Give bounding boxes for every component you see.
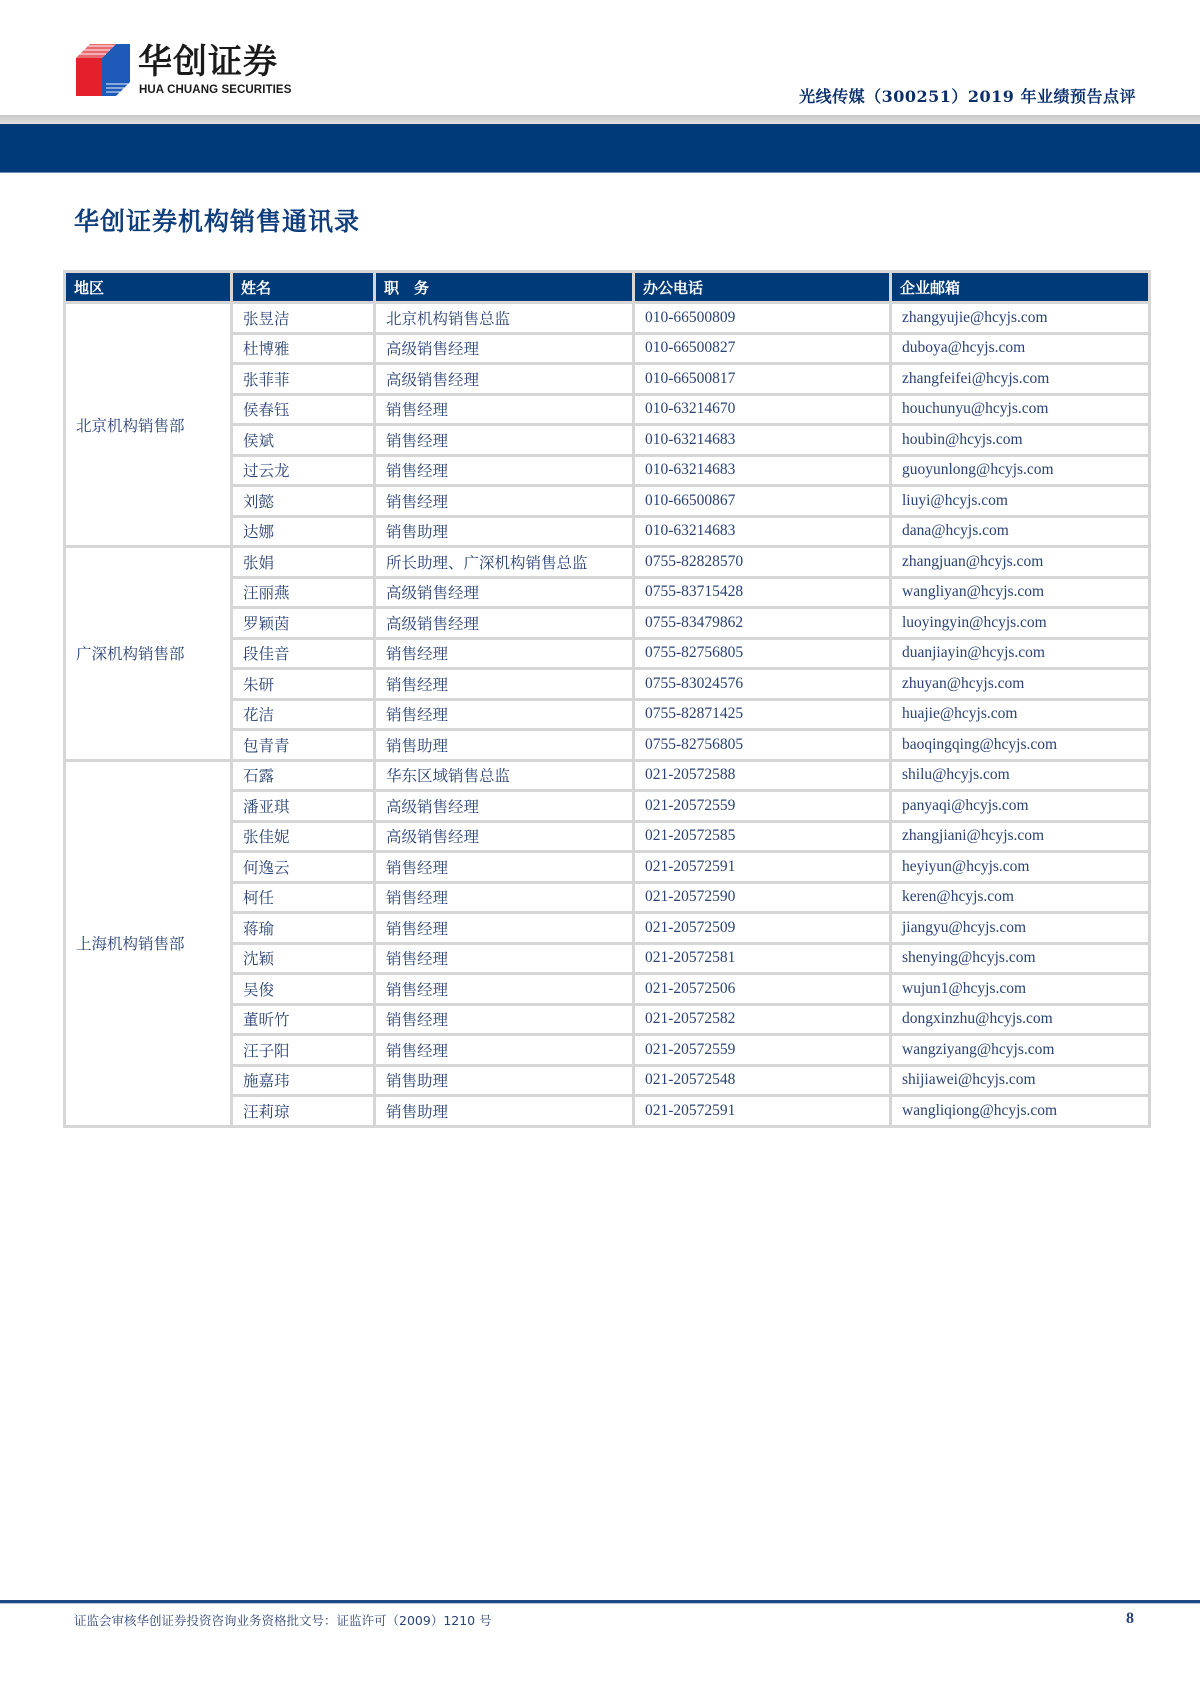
phone-cell: 021-20572588 (634, 760, 891, 791)
logo-cube-icon (76, 44, 130, 96)
name-cell: 过云龙 (232, 455, 375, 486)
email-cell[interactable]: baoqingqing@hcyjs.com (891, 730, 1150, 761)
job-title-cell: 销售经理 (375, 669, 634, 700)
table-row (65, 303, 1150, 334)
phone-cell: 021-20572590 (634, 882, 891, 913)
job-title-cell: 北京机构销售总监 (375, 303, 634, 334)
email-cell[interactable]: wangliyan@hcyjs.com (891, 577, 1150, 608)
column-header-title: 职 务 (375, 272, 634, 303)
email-cell[interactable]: houchunyu@hcyjs.com (891, 394, 1150, 425)
phone-cell: 010-63214670 (634, 394, 891, 425)
email-cell[interactable]: zhuyan@hcyjs.com (891, 669, 1150, 700)
region-cell: 广深机构销售部 (65, 547, 232, 761)
job-title-cell: 销售经理 (375, 943, 634, 974)
email-cell[interactable]: heyiyun@hcyjs.com (891, 852, 1150, 883)
name-cell: 柯任 (232, 882, 375, 913)
job-title-cell: 所长助理、广深机构销售总监 (375, 547, 634, 578)
email-cell[interactable]: zhangjuan@hcyjs.com (891, 547, 1150, 578)
phone-cell: 010-66500867 (634, 486, 891, 517)
name-cell: 沈颖 (232, 943, 375, 974)
phone-cell: 0755-82828570 (634, 547, 891, 578)
phone-cell: 021-20572506 (634, 974, 891, 1005)
column-header-name: 姓名 (232, 272, 375, 303)
phone-cell: 0755-82756805 (634, 638, 891, 669)
phone-cell: 021-20572548 (634, 1065, 891, 1096)
job-title-cell: 销售助理 (375, 1065, 634, 1096)
job-title-cell: 高级销售经理 (375, 333, 634, 364)
email-cell[interactable]: houbin@hcyjs.com (891, 425, 1150, 456)
job-title-cell: 高级销售经理 (375, 821, 634, 852)
phone-cell: 0755-83715428 (634, 577, 891, 608)
email-cell[interactable]: wangliqiong@hcyjs.com (891, 1096, 1150, 1127)
phone-cell: 010-63214683 (634, 516, 891, 547)
name-cell: 董昕竹 (232, 1004, 375, 1035)
job-title-cell: 高级销售经理 (375, 577, 634, 608)
phone-cell: 021-20572509 (634, 913, 891, 944)
column-header-region: 地区 (65, 272, 232, 303)
job-title-cell: 销售经理 (375, 394, 634, 425)
table-body (65, 303, 1150, 1127)
phone-cell: 0755-82871425 (634, 699, 891, 730)
job-title-cell: 高级销售经理 (375, 608, 634, 639)
job-title-cell: 销售经理 (375, 852, 634, 883)
phone-cell: 0755-82756805 (634, 730, 891, 761)
name-cell: 何逸云 (232, 852, 375, 883)
job-title-cell: 高级销售经理 (375, 791, 634, 822)
email-cell[interactable]: dana@hcyjs.com (891, 516, 1150, 547)
job-title-cell: 销售助理 (375, 1096, 634, 1127)
name-cell: 汪丽燕 (232, 577, 375, 608)
job-title-cell: 销售经理 (375, 425, 634, 456)
phone-cell: 021-20572581 (634, 943, 891, 974)
name-cell: 石露 (232, 760, 375, 791)
email-cell[interactable]: duboya@hcyjs.com (891, 333, 1150, 364)
header-divider (0, 115, 1200, 124)
job-title-cell: 销售经理 (375, 455, 634, 486)
email-cell[interactable]: zhangyujie@hcyjs.com (891, 303, 1150, 334)
table-row (65, 760, 1150, 791)
name-cell: 刘懿 (232, 486, 375, 517)
region-cell: 上海机构销售部 (65, 760, 232, 1126)
name-cell: 花洁 (232, 699, 375, 730)
name-cell: 蒋瑜 (232, 913, 375, 944)
job-title-cell: 销售助理 (375, 516, 634, 547)
email-cell[interactable]: jiangyu@hcyjs.com (891, 913, 1150, 944)
name-cell: 张菲菲 (232, 364, 375, 395)
name-cell: 侯春钰 (232, 394, 375, 425)
phone-cell: 021-20572585 (634, 821, 891, 852)
phone-cell: 021-20572582 (634, 1004, 891, 1035)
name-cell: 汪莉琼 (232, 1096, 375, 1127)
page-number: 8 (1126, 1610, 1134, 1627)
name-cell: 朱研 (232, 669, 375, 700)
column-header-email: 企业邮箱 (891, 272, 1150, 303)
column-header-phone: 办公电话 (634, 272, 891, 303)
report-title: 光线传媒（300251）2019 年业绩预告点评 (799, 87, 1136, 106)
email-cell[interactable]: keren@hcyjs.com (891, 882, 1150, 913)
email-cell[interactable]: liuyi@hcyjs.com (891, 486, 1150, 517)
phone-cell: 010-66500809 (634, 303, 891, 334)
license-statement: 证监会审核华创证券投资咨询业务资格批文号：证监许可（2009）1210 号 (74, 1613, 492, 1628)
name-cell: 包青青 (232, 730, 375, 761)
job-title-cell: 销售经理 (375, 1035, 634, 1066)
section-title: 华创证券机构销售通讯录 (74, 207, 361, 236)
name-cell: 吴俊 (232, 974, 375, 1005)
email-cell[interactable]: shijiawei@hcyjs.com (891, 1065, 1150, 1096)
name-cell: 达娜 (232, 516, 375, 547)
name-cell: 侯斌 (232, 425, 375, 456)
email-cell[interactable]: luoyingyin@hcyjs.com (891, 608, 1150, 639)
phone-cell: 0755-83024576 (634, 669, 891, 700)
phone-cell: 021-20572559 (634, 1035, 891, 1066)
name-cell: 施嘉玮 (232, 1065, 375, 1096)
company-logo (76, 42, 316, 98)
table-header-row (65, 272, 1150, 303)
header-bar (0, 124, 1200, 173)
name-cell: 潘亚琪 (232, 791, 375, 822)
table-row (65, 547, 1150, 578)
email-cell[interactable]: duanjiayin@hcyjs.com (891, 638, 1150, 669)
name-cell: 段佳音 (232, 638, 375, 669)
sales-contact-table (63, 270, 1151, 1128)
email-cell[interactable]: guoyunlong@hcyjs.com (891, 455, 1150, 486)
email-cell[interactable]: shilu@hcyjs.com (891, 760, 1150, 791)
phone-cell: 010-66500817 (634, 364, 891, 395)
phone-cell: 010-66500827 (634, 333, 891, 364)
email-cell[interactable]: wujun1@hcyjs.com (891, 974, 1150, 1005)
job-title-cell: 销售经理 (375, 974, 634, 1005)
job-title-cell: 销售助理 (375, 730, 634, 761)
name-cell: 张昱洁 (232, 303, 375, 334)
phone-cell: 010-63214683 (634, 455, 891, 486)
email-cell[interactable]: wangziyang@hcyjs.com (891, 1035, 1150, 1066)
name-cell: 张佳妮 (232, 821, 375, 852)
email-cell[interactable]: huajie@hcyjs.com (891, 699, 1150, 730)
phone-cell: 010-63214683 (634, 425, 891, 456)
email-cell[interactable]: zhangjiani@hcyjs.com (891, 821, 1150, 852)
job-title-cell: 销售经理 (375, 1004, 634, 1035)
name-cell: 张娟 (232, 547, 375, 578)
email-cell[interactable]: zhangfeifei@hcyjs.com (891, 364, 1150, 395)
job-title-cell: 销售经理 (375, 638, 634, 669)
job-title-cell: 销售经理 (375, 699, 634, 730)
job-title-cell: 销售经理 (375, 486, 634, 517)
name-cell: 罗颖茵 (232, 608, 375, 639)
job-title-cell: 高级销售经理 (375, 364, 634, 395)
phone-cell: 0755-83479862 (634, 608, 891, 639)
email-cell[interactable]: dongxinzhu@hcyjs.com (891, 1004, 1150, 1035)
email-cell[interactable]: panyaqi@hcyjs.com (891, 791, 1150, 822)
name-cell: 杜博雅 (232, 333, 375, 364)
name-cell: 汪子阳 (232, 1035, 375, 1066)
logo-english-name: HUA CHUANG SECURITIES (139, 84, 292, 96)
region-cell: 北京机构销售部 (65, 303, 232, 547)
footer-divider (0, 1600, 1200, 1604)
job-title-cell: 销售经理 (375, 882, 634, 913)
phone-cell: 021-20572591 (634, 852, 891, 883)
logo-chinese-name: 华创证券 (138, 42, 278, 82)
phone-cell: 021-20572559 (634, 791, 891, 822)
job-title-cell: 销售经理 (375, 913, 634, 944)
job-title-cell: 华东区域销售总监 (375, 760, 634, 791)
email-cell[interactable]: shenying@hcyjs.com (891, 943, 1150, 974)
phone-cell: 021-20572591 (634, 1096, 891, 1127)
